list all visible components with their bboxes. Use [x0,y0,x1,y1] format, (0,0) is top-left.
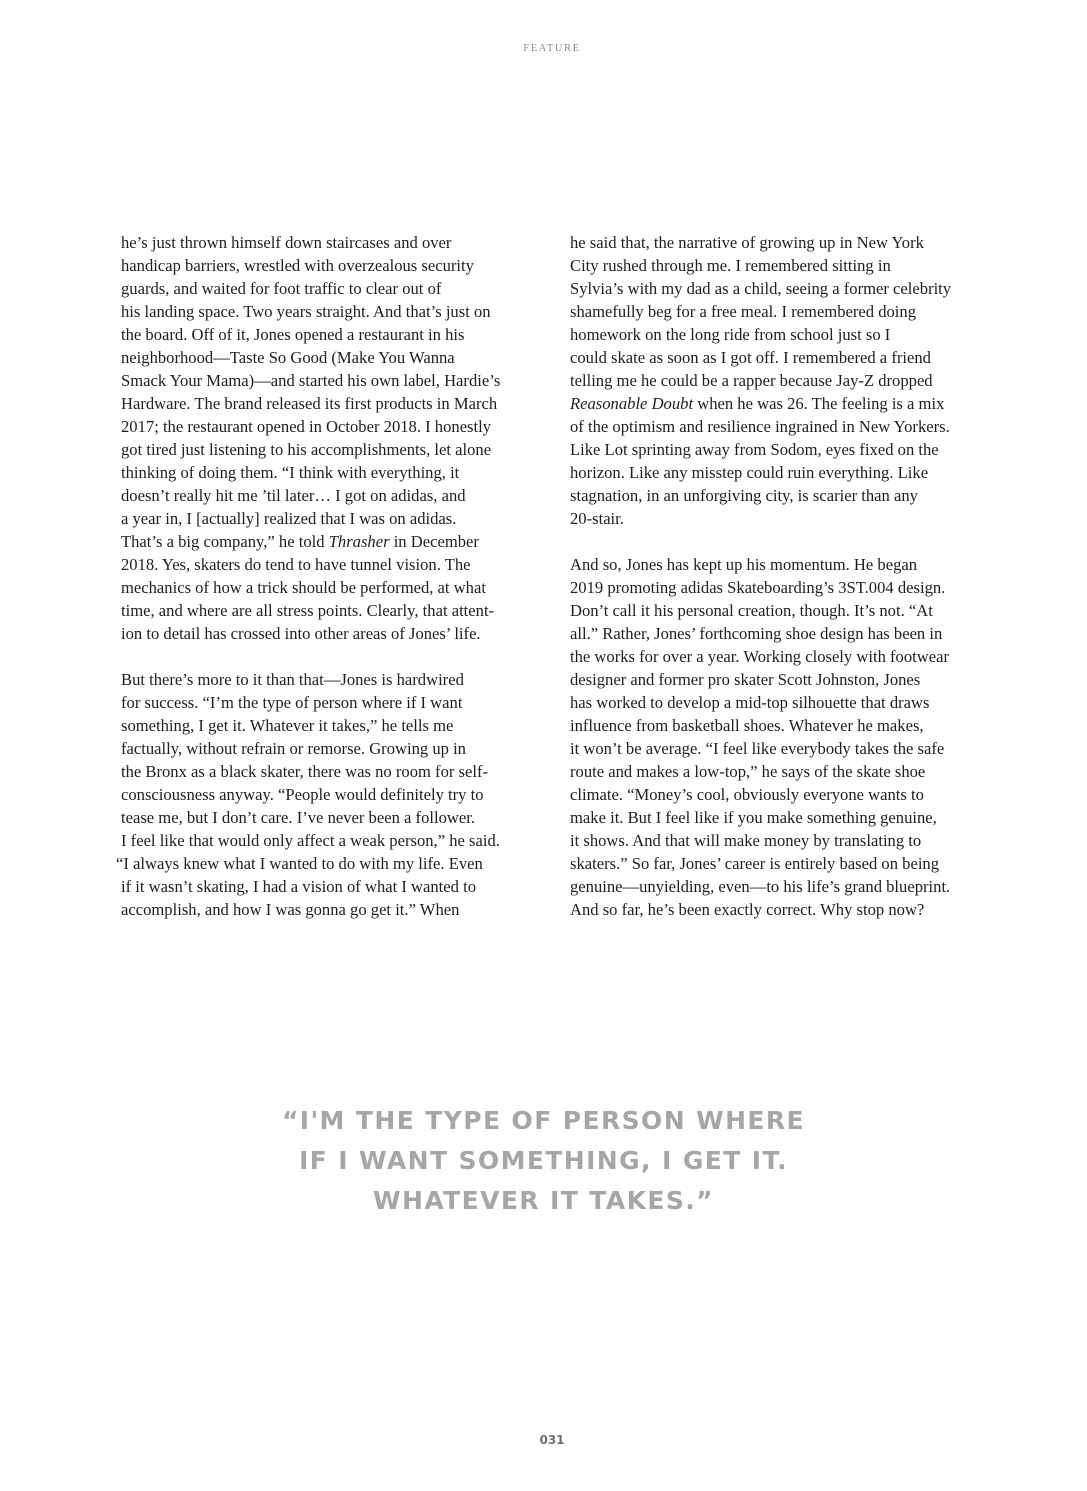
italic-title: Thrasher [328,532,390,551]
text-line: could skate as soon as I got off. I remembered a friend [570,348,931,367]
text-line: 20-stair. [570,509,624,528]
text-line: influence from basketball shoes. Whatever he makes, [570,716,924,735]
text-line: telling me he could be a rapper because Jay-Z dropped [570,371,933,390]
section-label: FEATURE [523,43,581,54]
text-line: And so far, he’s been exactly correct. Why stop now? [570,900,925,919]
text-line [121,530,551,553]
pull-quote-line: WHATEVER IT TAKES.” [373,1186,714,1215]
text-line: Like Lot sprinting away from Sodom, eyes fixed on the [570,440,939,459]
text-line: if it wasn’t skating, I had a vision of what I wanted to [121,877,477,896]
paragraph-gap [570,530,1000,553]
pull-quote-line: “I'M THE TYPE OF PERSON WHERE [281,1106,806,1135]
text-line: horizon. Like any misstep could ruin everything. Like [570,463,929,482]
text-line: he’s just thrown himself down staircases and over [121,233,452,252]
article-paragraph [116,668,551,921]
text-run: That’s a big company,” he told [121,532,329,551]
text-line: time, and where are all stress points. Clearly, that attent- [121,601,495,620]
text-line: the board. Off of it, Jones opened a restaurant in his [121,325,465,344]
text-line: Don’t call it his personal creation, though. It’s not. “At [570,601,933,620]
page-number: 031 [539,1433,565,1447]
text-line: the Bronx as a black skater, there was no room for self- [121,762,489,781]
text-line: homework on the long ride from school just so I [570,325,891,344]
text-line: he said that, the narrative of growing up in New York [570,233,924,252]
text-line: genuine—unyielding, even—to his life’s grand blueprint. [570,877,951,896]
text-line: designer and former pro skater Scott Johnston, Jones [570,670,921,689]
text-line: route and makes a low-top,” he says of the skate shoe [570,762,926,781]
text-line: make it. But I feel like if you make something genuine, [570,808,937,827]
text-line: climate. “Money’s cool, obviously everyone wants to [570,785,924,804]
article-paragraph [570,553,1000,921]
article-paragraph [570,231,1000,530]
text-line: Hardware. The brand released its first products in March [121,394,498,413]
text-line: something, I get it. Whatever it takes,” he tells me [121,716,454,735]
text-line: factually, without refrain or remorse. Growing up in [121,739,466,758]
text-line: 2017; the restaurant opened in October 2018. I honestly [121,417,492,436]
text-line: mechanics of how a trick should be performed, at what [121,578,486,597]
italic-title: Reasonable Doubt [570,394,694,413]
text-line: Sylvia’s with my dad as a child, seeing a former celebrity [570,279,952,298]
paragraph-gap [121,645,551,668]
text-line: thinking of doing them. “I think with everything, it [121,463,460,482]
text-line: stagnation, in an unforgiving city, is scarier than any [570,486,918,505]
text-line: skaters.” So far, Jones’ career is entirely based on being [570,854,940,873]
text-line: accomplish, and how I was gonna go get it.” When [121,900,460,919]
text-line: has worked to develop a mid-top silhouette that draws [570,693,930,712]
text-line: it shows. And that will make money by translating to [570,831,922,850]
text-line: doesn’t really hit me ’til later… I got on adidas, and [121,486,466,505]
text-line: ion to detail has crossed into other areas of Jones’ life. [121,624,481,643]
text-run: in December [389,532,479,551]
text-line: guards, and waited for foot traffic to clear out of [121,279,442,298]
text-line: neighborhood—Taste So Good (Make You Wanna [121,348,455,367]
pull-quote-line: IF I WANT SOMETHING, I GET IT. [298,1146,789,1175]
text-line: 2018. Yes, skaters do tend to have tunnel vision. The [121,555,471,574]
text-line: his landing space. Two years straight. And that’s just on [121,302,491,321]
article-paragraph [121,231,551,645]
text-line: all.” Rather, Jones’ forthcoming shoe design has been in [570,624,943,643]
pull-quote [0,1101,1087,1221]
text-line: But there’s more to it than that—Jones is hardwired [121,670,464,689]
text-line: tease me, but I don’t care. I’ve never been a follower. [121,808,475,827]
text-line: shamefully beg for a free meal. I remembered doing [570,302,917,321]
text-line: for success. “I’m the type of person where if I want [121,693,463,712]
text-run: when he was 26. The feeling is a mix [693,394,945,413]
text-line: a year in, I [actually] realized that I was on adidas. [121,509,457,528]
text-line [570,392,1000,415]
text-line: of the optimism and resilience ingrained in New Yorkers. [570,417,950,436]
text-line: City rushed through me. I remembered sitting in [570,256,891,275]
text-line: the works for over a year. Working closely with footwear [570,647,949,666]
text-line: Smack Your Mama)—and started his own label, Hardie’s [121,371,501,390]
text-line: it won’t be average. “I feel like everybody takes the safe [570,739,945,758]
text-line: 2019 promoting adidas Skateboarding’s 3ST.004 design. [570,578,946,597]
article-column-left [116,231,551,921]
text-line: got tired just listening to his accomplishments, let alone [121,440,492,459]
article-column-right [570,231,1000,921]
text-line: consciousness anyway. “People would definitely try to [121,785,484,804]
text-line: I feel like that would only affect a weak person,” he said. [121,831,500,850]
text-line: “I always knew what I wanted to do with my life. Even [116,854,483,873]
text-line: handicap barriers, wrestled with overzealous security [121,256,474,275]
text-line: And so, Jones has kept up his momentum. He began [570,555,918,574]
